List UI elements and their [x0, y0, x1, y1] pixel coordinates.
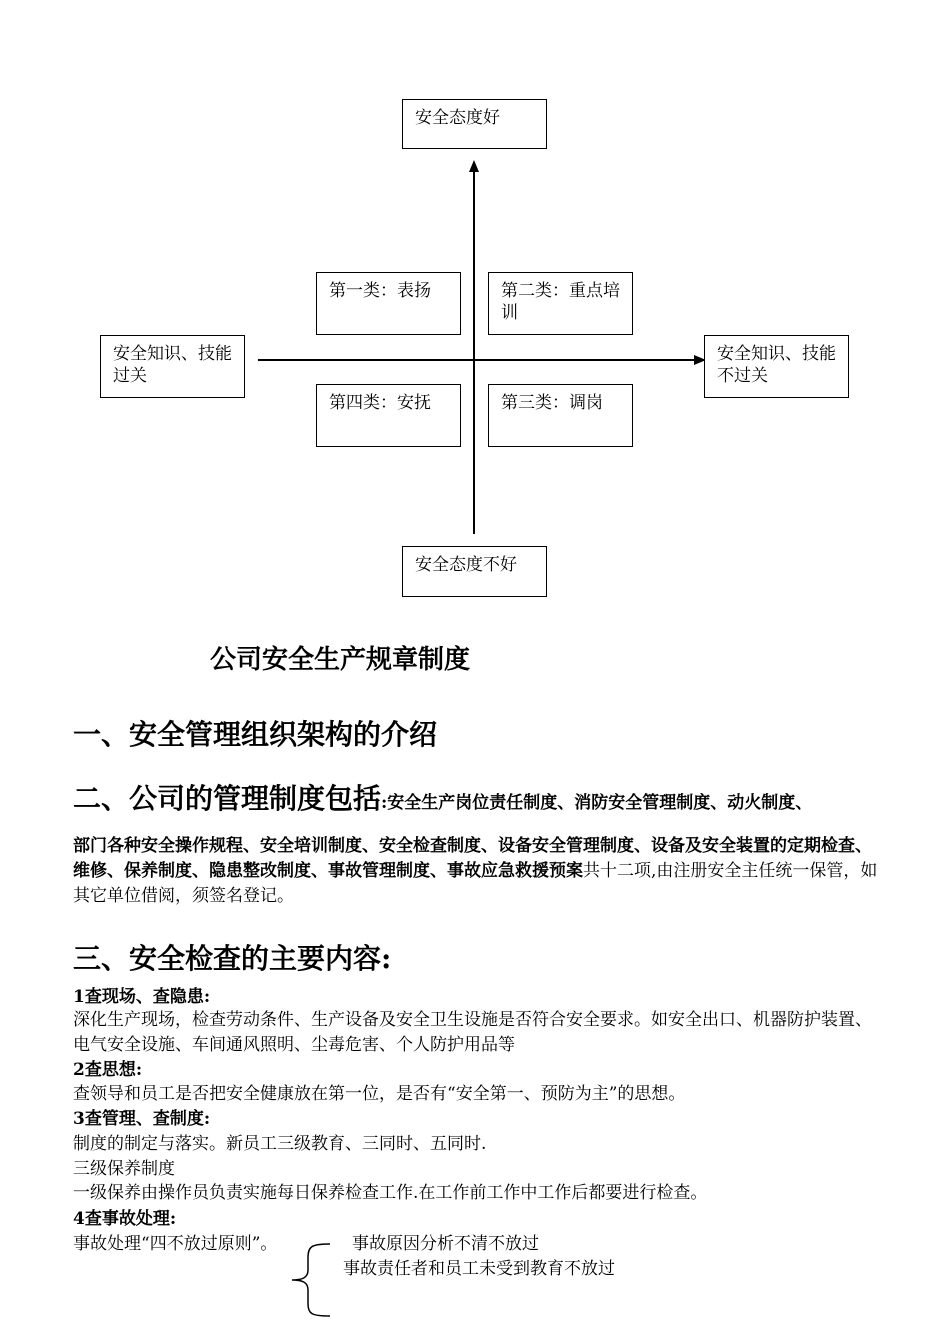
item-4-sub-1: 事故原因分析不清不放过: [352, 1234, 539, 1254]
label-attitude-good: 安全态度好: [402, 99, 547, 149]
item-3-text-1: 制度的制定与落实。新员工三级教育、三同时、五同时.: [73, 1134, 487, 1154]
item-3-text-3: 一级保养由操作员负责实施每日保养检查工作.在工作前工作中工作后都要进行检查。: [73, 1183, 708, 1203]
section-1-heading: 一、安全管理组织架构的介绍: [73, 718, 438, 751]
horizontal-axis: [258, 359, 698, 361]
curly-brace-icon: [286, 1238, 336, 1322]
label-knowledge-pass: 安全知识、技能过关: [100, 335, 245, 398]
section-2-paragraph: [73, 782, 881, 816]
up-arrow-icon: [469, 160, 479, 172]
item-1-text: 深化生产现场，检查劳动条件、生产设备及安全卫生设施是否符合安全要求。如安全出口、机器防护装置、电气安全设施、车间通风照明、尘毒危害、个人防护用品等: [73, 1010, 872, 1055]
section-3-heading: 三、安全检查的主要内容:: [73, 942, 392, 975]
section-2-list-a: :安全生产岗位责任制度、消防安全管理制度、动火制度、: [381, 793, 813, 813]
item-3-title: 3查管理、查制度:: [73, 1109, 211, 1129]
label-knowledge-fail: 安全知识、技能不过关: [704, 335, 849, 398]
item-4-title: 4查事故处理:: [73, 1209, 177, 1229]
vertical-axis: [473, 170, 475, 534]
label-attitude-bad: 安全态度不好: [402, 546, 547, 597]
quadrant-4-comfort: 第四类：安抚: [316, 384, 461, 447]
quadrant-2-training: 第二类：重点培训: [488, 272, 633, 335]
quadrant-1-praise: 第一类：表扬: [316, 272, 461, 335]
section-2-heading: 二、公司的管理制度包括: [73, 782, 382, 815]
item-1-title: 1查现场、查隐患:: [73, 987, 211, 1007]
item-2-text: 查领导和员工是否把安全健康放在第一位，是否有“安全第一、预防为主”的思想。: [73, 1084, 686, 1104]
section-2-tail: 共十二项,由注册安全主任统一保管，如其它单位借阅，须签名登记。: [73, 861, 878, 906]
item-4-sub-2: 事故责任者和员工未受到教育不放过: [343, 1259, 615, 1279]
quadrant-3-reassign: 第三类：调岗: [488, 384, 633, 447]
section-2-list-b: 部门各种安全操作规程、安全培训制度、安全检查制度、设备安全管理制度、设备及安全装置的定期检查、维修、保养制度、隐患整改制度、事故管理制度、事故应急救援预案: [73, 836, 872, 881]
section-2-body: [73, 834, 881, 909]
item-3-text-2: 三级保养制度: [73, 1159, 175, 1179]
item-2-title: 2查思想:: [73, 1060, 143, 1080]
page-title: 公司安全生产规章制度: [210, 645, 471, 675]
item-4-text: 事故处理“四不放过原则”。: [73, 1234, 278, 1254]
